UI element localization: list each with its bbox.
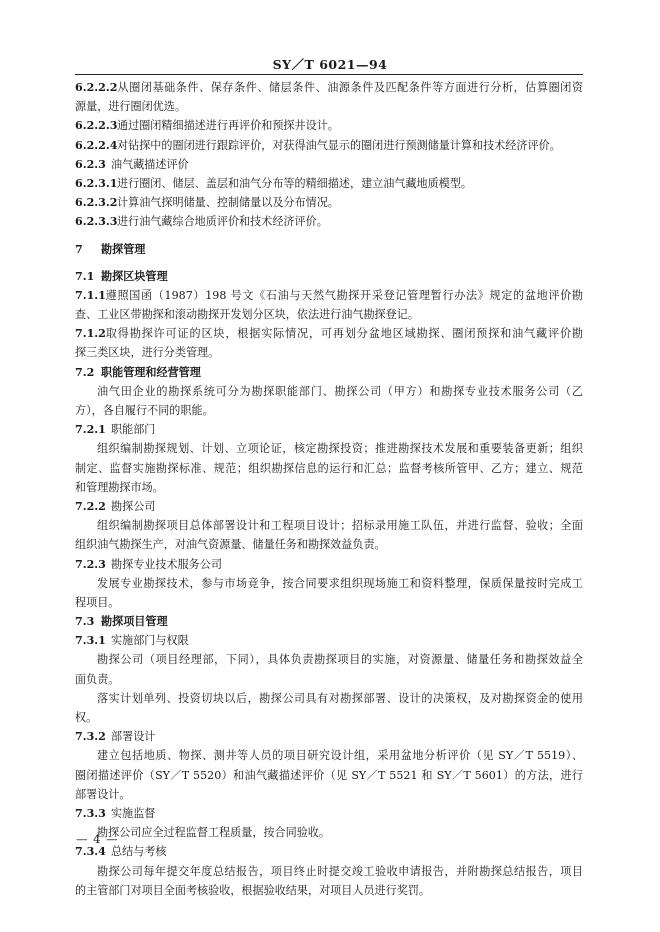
clause-7-3-4-para: 勘探公司每年提交年度总结报告，项目终止时提交竣工验收申请报告，并附勘探总结报告，项目	[97, 864, 583, 878]
clause-7-2-2: 7.2.2 勘探公司	[75, 499, 156, 513]
page-number: — 4 —	[76, 832, 119, 846]
document-body	[75, 78, 583, 900]
clause-7-3-2-para-cont2: 部署设计。	[75, 787, 131, 801]
clause-7-3-1-para1: 勘探公司（项目经理部，下同），具体负责勘探项目的实施，对资源量、储量任务和勘探效益全	[97, 653, 583, 667]
clause-7-2-1-para-cont1: 制定、监督实施勘探标准、规范；组织勘探信息的运行和汇总；监督考核所管甲、乙方；建立、规范	[75, 461, 583, 475]
section-7-heading: 7 勘探管理	[75, 242, 146, 256]
clause-6-2-2-2-cont: 源量，进行圈闭优选。	[75, 100, 186, 114]
clause-6-2-2-4: 6.2.2.4对钻探中的圈闭进行跟踪评价，对获得油气显示的圈闭进行预测储量计算和技术经济评价。	[75, 138, 561, 152]
clause-7-1-2: 7.1.2取得勘探许可证的区块，根据实际情况，可再划分盆地区域勘探、圈闭预探和油气藏评价勘	[75, 327, 583, 341]
clause-7-2-3-para-cont: 程项目。	[75, 595, 120, 609]
clause-7-1: 7.1 勘探区块管理	[75, 269, 168, 283]
clause-7-3-3: 7.3.3 实施监督	[75, 806, 156, 820]
clause-7-3-4-para-cont: 的主管部门对项目全面考核验收，根据验收结果，对项目人员进行奖罚。	[75, 883, 431, 897]
clause-7-1-2-cont: 探三类区块，进行分类管理。	[75, 346, 220, 360]
clause-7-2: 7.2 职能管理和经营管理	[75, 365, 201, 379]
clause-7-2-2-para: 组织编制勘探项目总体部署设计和工程项目设计；招标录用施工队伍，并进行监督、验收；全面	[97, 519, 583, 533]
clause-7-1-1: 7.1.1遵照国函（1987）198 号文《石油与天然气勘探开采登记管理暂行办法》规定的盆地评价勘	[75, 288, 583, 302]
clause-7-3-4: 7.3.4 总结与考核	[75, 845, 167, 859]
clause-6-2-3: 6.2.3 油气藏描述评价	[75, 157, 189, 171]
clause-7-3-1-para2: 落实计划单列、投资切块以后，勘探公司具有对勘探部署、设计的决策权，及对勘探资金的使用	[97, 691, 583, 705]
clause-7-2-3-para: 发展专业勘探技术，参与市场竞争，按合同要求组织现场施工和资料整理，保质保量按时完成工	[97, 576, 583, 590]
clause-7-3-2: 7.3.2 部署设计	[75, 730, 156, 744]
clause-6-2-3-2: 6.2.3.2计算油气探明储量、控制储量以及分布情况。	[75, 196, 339, 210]
clause-7-3-1-para1-cont: 面负责。	[75, 672, 120, 686]
standard-number-header: SY／T 6021—94	[272, 57, 388, 72]
clause-7-2-1-para: 组织编制勘探规划、计划、立项论证，核定勘探投资；推进勘探技术发展和重要装备更新；组织	[97, 442, 583, 456]
clause-7-3-1-para2-cont: 权。	[75, 711, 98, 724]
clause-7-3-2-para-cont1: 圈闭描述评价（SY／T 5520）和油气藏描述评价（见 SY／T 5521 和 SY／T 5601）的方法，进行	[75, 768, 583, 782]
clause-7-2-2-para-cont: 组织油气勘探生产，对油气资源量、储量任务和勘探效益负责。	[75, 538, 386, 552]
header-rule	[75, 74, 583, 75]
clause-6-2-2-2: 6.2.2.2从圈闭基础条件、保存条件、储层条件、油源条件及匹配条件等方面进行分析，估算圈闭资	[75, 81, 583, 94]
clause-7-1-1-cont: 查、工业区带勘探和滚动勘探开发划分区块，依法进行油气勘探登记。	[75, 308, 419, 322]
clause-7-2-1: 7.2.1 职能部门	[75, 423, 156, 437]
clause-7-2-1-para-cont2: 和管理勘探市场。	[75, 480, 164, 494]
clause-7-3-2-para: 建立包括地质、物探、测井等人员的项目研究设计组，采用盆地分析评价（见 SY／T 5519）、	[97, 749, 583, 763]
clause-7-2-3: 7.2.3 勘探专业技术服务公司	[75, 557, 222, 571]
clause-7-2-para: 油气田企业的勘探系统可分为勘探职能部门、勘探公司（甲方）和勘探专业技术服务公司（乙	[97, 384, 583, 398]
clause-6-2-2-3: 6.2.2.3通过圈闭精细描述进行再评价和预探井设计。	[75, 119, 339, 133]
clause-7-3-1: 7.3.1 实施部门与权限	[75, 634, 189, 648]
clause-6-2-3-1: 6.2.3.1进行圈闭、储层、盖层和油气分布等的精细描述，建立油气藏地质模型。	[75, 176, 473, 190]
clause-7-3-3-para: 勘探公司应全过程监督工程质量，按合同验收。	[97, 826, 330, 840]
clause-7-3: 7.3 勘探项目管理	[75, 615, 168, 629]
clause-7-2-para-cont: 方），各自履行不同的职能。	[75, 404, 214, 417]
clause-6-2-3-3: 6.2.3.3进行油气藏综合地质评价和技术经济评价。	[75, 215, 328, 229]
